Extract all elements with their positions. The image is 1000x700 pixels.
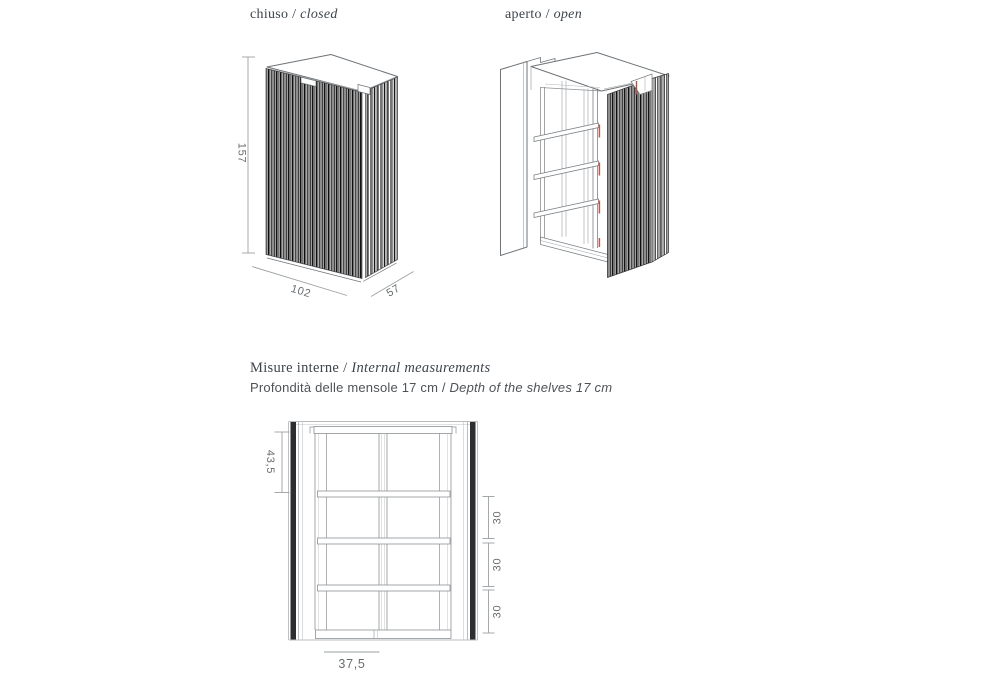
dim-top-section	[264, 432, 290, 493]
closed-dim-width-label: 102	[289, 282, 313, 301]
internal-section-subtitle	[250, 380, 612, 395]
dim-shelf-width	[324, 652, 380, 671]
internal-shelf-2	[318, 538, 451, 544]
open-cabinet-drawing	[480, 45, 712, 295]
left-side-panel	[291, 422, 297, 640]
internal-structure	[310, 427, 456, 639]
right-side-panel	[470, 422, 476, 640]
internal-title-it: Misure interne	[250, 360, 340, 376]
closed-dim-depth	[371, 272, 414, 300]
internal-title-en: Internal measurements	[351, 360, 491, 376]
internal-shelf-1	[318, 491, 451, 497]
dim-top-section-label: 43,5	[264, 449, 276, 475]
dim-gap1-label: 30	[491, 510, 504, 525]
open-view-label-sep: /	[541, 7, 554, 22]
internal-title-sep: /	[339, 360, 352, 376]
open-view-label-it: aperto	[505, 7, 542, 22]
internal-measurements-drawing	[255, 408, 520, 683]
right-door-side	[652, 74, 669, 263]
closed-front-face	[266, 69, 362, 279]
open-door-panel	[501, 58, 556, 256]
internal-subtitle-en: Depth of the shelves 17 cm	[449, 380, 613, 395]
internal-section-title	[250, 360, 490, 377]
internal-outer-shell	[289, 422, 478, 641]
base-panel	[316, 630, 452, 639]
dim-gap3-label: 30	[491, 604, 504, 619]
closed-dim-height	[236, 57, 256, 253]
closed-cabinet-body	[266, 55, 398, 283]
closed-view-label	[250, 7, 338, 23]
closed-dim-height-label: 157	[235, 142, 248, 164]
closed-view-label-sep: /	[288, 7, 301, 22]
closed-cabinet-drawing	[228, 45, 434, 307]
open-view-label	[505, 7, 582, 23]
closed-dim-depth-label: 57	[384, 282, 403, 300]
closed-view-label-en: closed	[300, 7, 338, 22]
dim-shelf-width-label: 37,5	[338, 657, 366, 671]
closed-dim-width	[252, 267, 347, 301]
closed-view-label-it: chiuso	[250, 7, 289, 22]
internal-shelf-3	[318, 585, 451, 591]
closed-right-door	[608, 74, 669, 278]
closed-side-face	[366, 77, 398, 278]
internal-subtitle-sep: /	[438, 380, 450, 395]
top-panel	[314, 427, 452, 434]
internal-subtitle-it: Profondità delle mensole 17 cm	[250, 380, 439, 395]
dim-gap2-label: 30	[491, 557, 504, 572]
open-view-label-en: open	[553, 7, 582, 22]
dim-shelf-gaps	[483, 497, 504, 634]
right-door-front	[608, 79, 653, 278]
